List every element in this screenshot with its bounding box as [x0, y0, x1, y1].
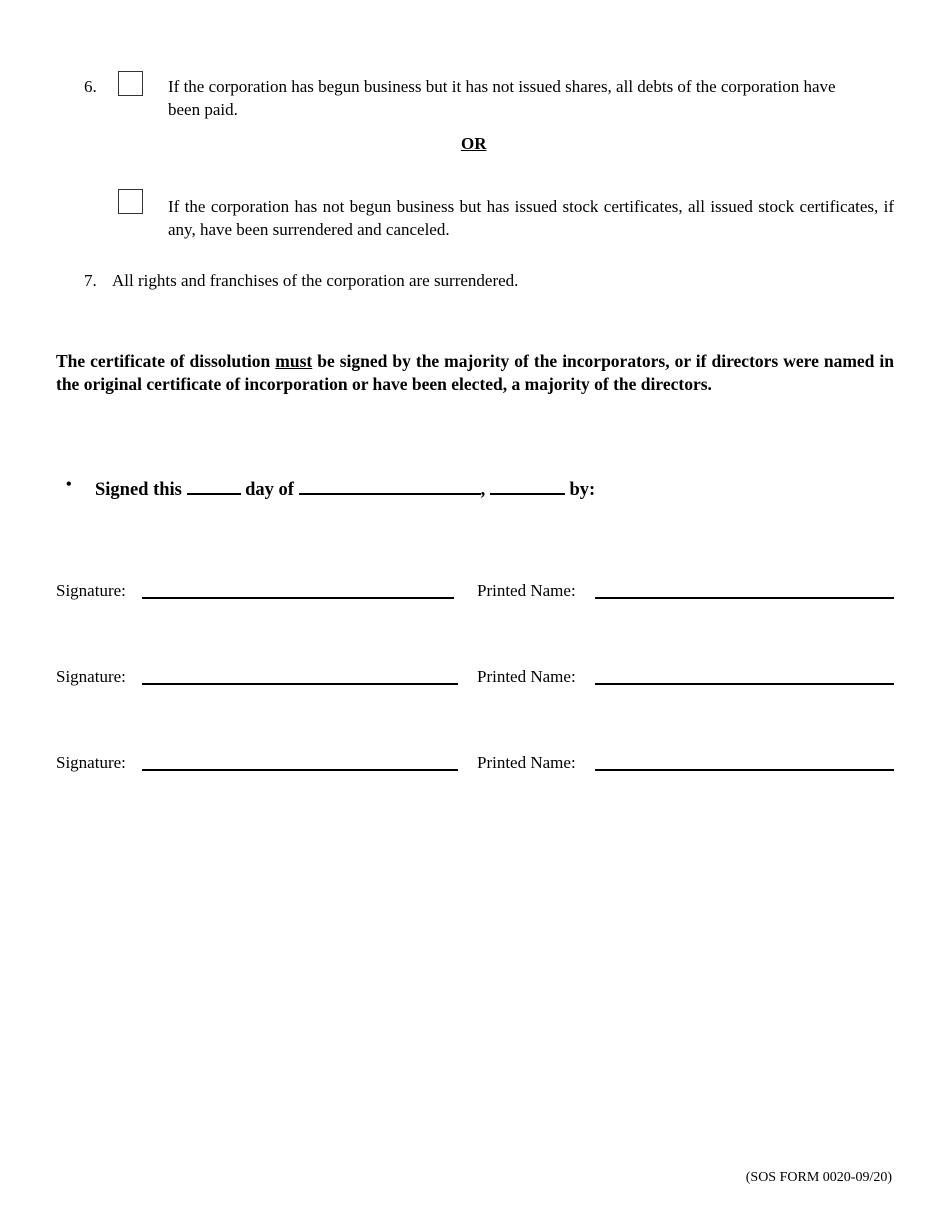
signature-field-2[interactable]: [142, 683, 458, 685]
form-id-footer: (SOS FORM 0020-09/20): [745, 1170, 892, 1185]
month-blank[interactable]: [299, 473, 481, 495]
day-of-label: day of: [245, 480, 294, 500]
comma: ,: [480, 480, 486, 500]
signed-this-label: Signed this: [95, 480, 182, 500]
printed-name-field-2[interactable]: [595, 683, 894, 685]
option1-text: If the corporation has begun business but it has not issued shares, all debts of the corporation have been paid.: [168, 77, 836, 119]
or-separator: OR: [461, 134, 487, 153]
signature-label-2: Signature:: [56, 667, 126, 686]
printed-name-field-1[interactable]: [595, 597, 894, 599]
signature-notice: [56, 350, 894, 396]
notice-before: The certificate of dissolution: [56, 351, 276, 371]
printed-name-label-2: Printed Name:: [477, 667, 576, 686]
year-blank[interactable]: [490, 473, 565, 495]
item-7-number: 7.: [84, 271, 97, 290]
signature-field-3[interactable]: [142, 769, 458, 771]
notice-after: be signed by the majority of the incorporators, or if directors were named in the original certificate of incorporation or have been elected, a majority of the directors.: [56, 351, 894, 394]
item-7-text: All rights and franchises of the corporation are surrendered.: [112, 271, 519, 290]
signature-label-1: Signature:: [56, 581, 126, 600]
notice-emphasis: must: [275, 351, 313, 371]
option2-text: If the corporation has not begun business but has issued stock certificates, all issued stock certificates, if any, have been surrendered and canceled.: [168, 197, 894, 239]
signed-line: [95, 473, 595, 502]
option1-checkbox[interactable]: [118, 71, 143, 96]
by-label: by:: [569, 480, 596, 500]
day-blank[interactable]: [187, 473, 241, 495]
signature-field-1[interactable]: [142, 597, 454, 599]
signature-label-3: Signature:: [56, 753, 126, 772]
item-6-number: 6.: [84, 77, 97, 96]
printed-name-label-3: Printed Name:: [477, 753, 576, 772]
printed-name-label-1: Printed Name:: [477, 581, 576, 600]
bullet-icon: •: [66, 476, 72, 493]
printed-name-field-3[interactable]: [595, 769, 894, 771]
option2-checkbox[interactable]: [118, 189, 143, 214]
